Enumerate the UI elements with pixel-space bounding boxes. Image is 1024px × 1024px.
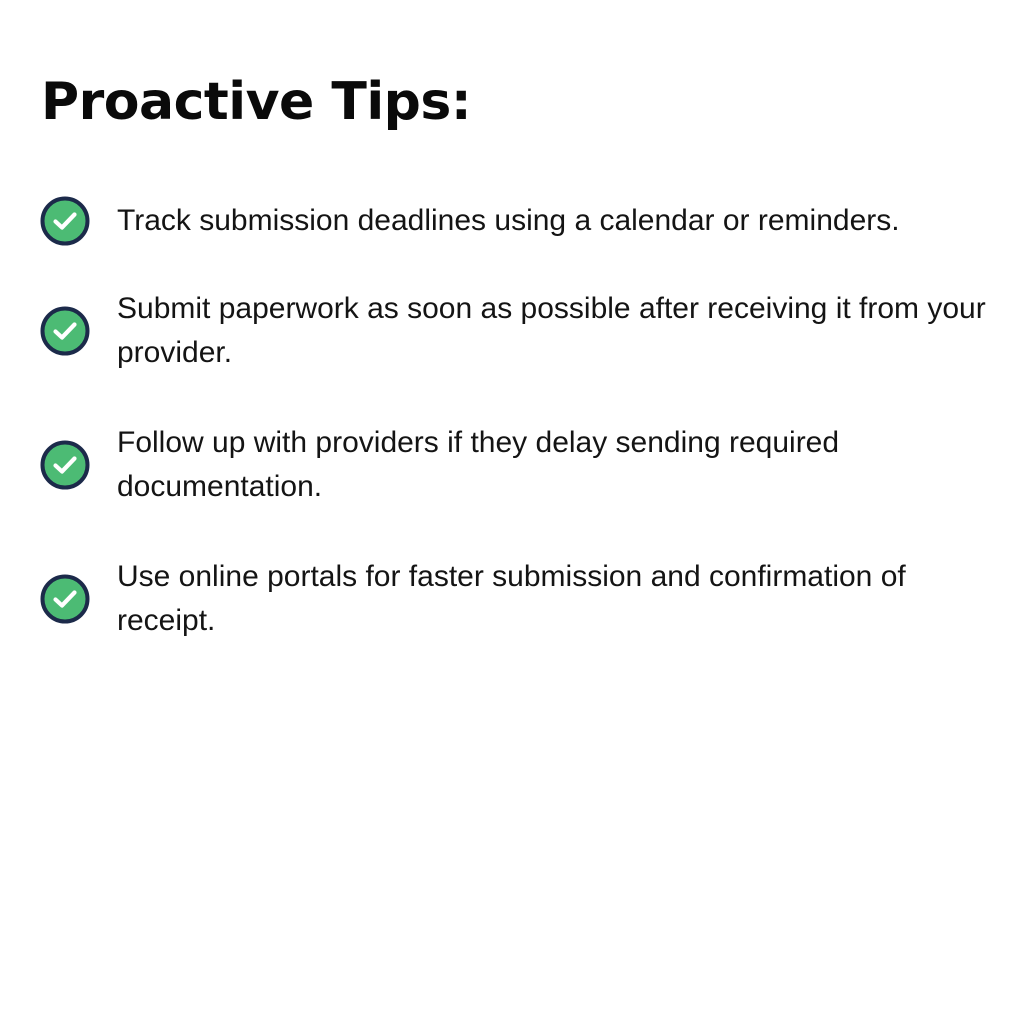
- tip-item: [40, 421, 1000, 509]
- tip-text: Track submission deadlines using a calendar or reminders.: [117, 204, 900, 237]
- page-title: Proactive Tips:: [41, 72, 472, 132]
- tip-text: Use online portals for faster submission and confirmation of receipt.: [117, 560, 906, 637]
- tip-item: [40, 196, 1000, 246]
- check-circle-icon: [40, 574, 90, 624]
- tip-text: Follow up with providers if they delay sending required documentation.: [117, 426, 840, 503]
- check-circle-icon: [40, 306, 90, 356]
- check-circle-icon: [40, 440, 90, 490]
- tip-text: Submit paperwork as soon as possible after receiving it from your provider.: [117, 292, 986, 369]
- check-circle-icon: [40, 196, 90, 246]
- tip-item: [40, 287, 1000, 375]
- tip-item: [40, 555, 1000, 643]
